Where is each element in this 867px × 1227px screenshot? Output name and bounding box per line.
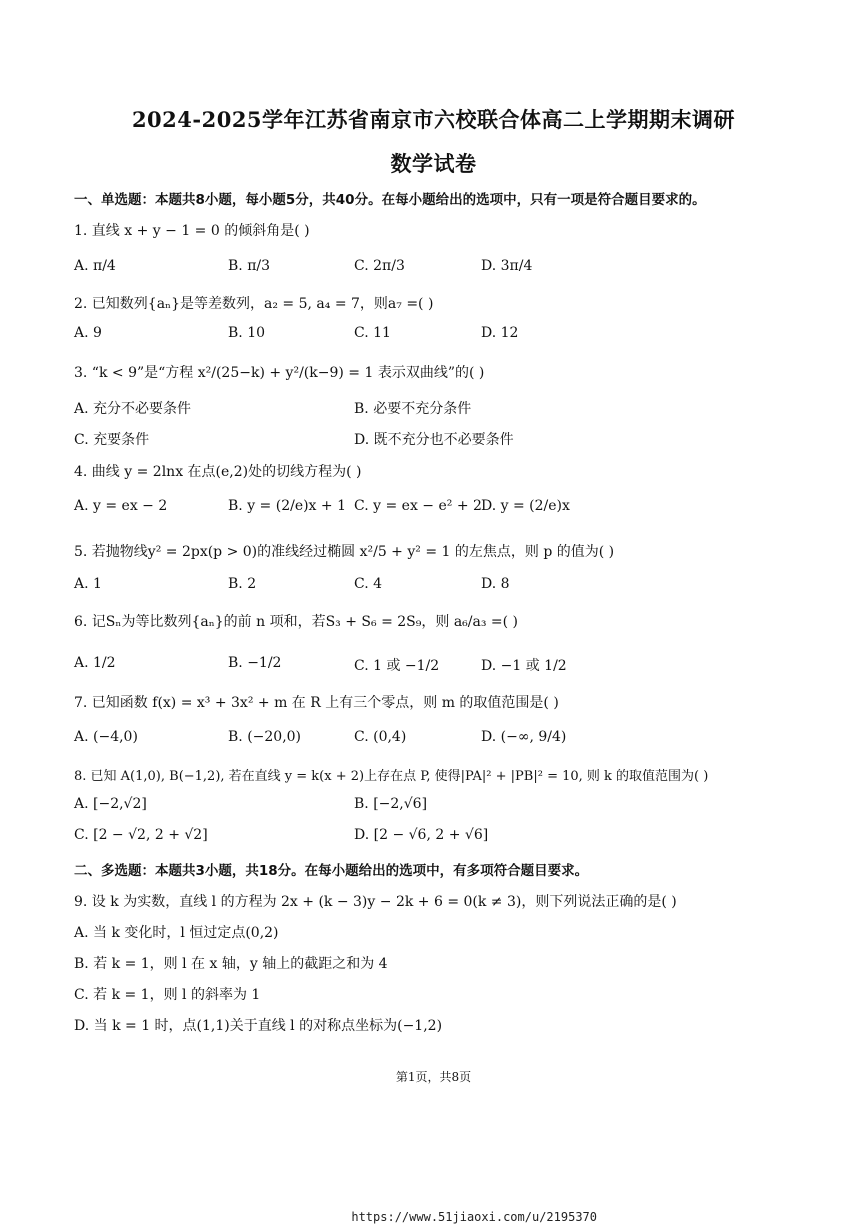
question-2-stem: 2. 已知数列{aₙ}是等差数列，a₂ = 5, a₄ = 7，则a₇ =( ): [74, 296, 434, 312]
question-9-option-a: A. 当 k 变化时，l 恒过定点(0,2): [74, 925, 279, 941]
question-1-option-d: D. 3π/4: [481, 258, 533, 274]
question-5-stem: 5. 若抛物线y² = 2px(p > 0)的准线经过椭圆 x²/5 + y² = 1 的左焦点，则 p 的值为( ): [74, 544, 615, 560]
question-6-option-c: C. 1 或 −1/2: [354, 658, 440, 674]
section-heading-multiple-choice: 二、多选题：本题共3小题，共18分。在每小题给出的选项中，有多项符合题目要求。: [74, 863, 589, 879]
question-5-option-b: B. 2: [228, 576, 257, 592]
question-2-option-a: A. 9: [74, 325, 102, 341]
question-2-option-b: B. 10: [228, 325, 266, 341]
question-9-option-b: B. 若 k = 1，则 l 在 x 轴，y 轴上的截距之和为 4: [74, 956, 388, 972]
question-1-stem: 1. 直线 x + y − 1 = 0 的倾斜角是( ): [74, 223, 310, 239]
question-7-option-d: D. (−∞, 9/4): [481, 729, 567, 745]
question-3-stem: 3. “k < 9”是“方程 x²/(25−k) + y²/(k−9) = 1 表示双曲线”的( ): [74, 365, 485, 381]
question-3-option-b: B. 必要不充分条件: [354, 401, 472, 417]
question-5-option-a: A. 1: [74, 576, 102, 592]
section-heading-single-choice: 一、单选题：本题共8小题，每小题5分，共40分。在每小题给出的选项中，只有一项是符合题目要求的。: [74, 192, 706, 208]
question-3-option-c: C. 充要条件: [74, 432, 150, 448]
question-3-option-a: A. 充分不必要条件: [74, 401, 192, 417]
question-7-option-b: B. (−20,0): [228, 729, 302, 745]
page-title: 2024-2025学年江苏省南京市六校联合体高二上学期期末调研: [131, 107, 736, 132]
question-9-option-d: D. 当 k = 1 时，点(1,1)关于直线 l 的对称点坐标为(−1,2): [74, 1018, 443, 1034]
question-4-option-c: C. y = ex − e² + 2: [354, 498, 482, 514]
question-1-option-b: B. π/3: [228, 258, 271, 274]
question-7-option-a: A. (−4,0): [74, 729, 138, 745]
page-number: 第1页，共8页: [395, 1070, 472, 1084]
question-8-option-d: D. [2 − √6, 2 + √6]: [354, 827, 489, 843]
question-3-option-d: D. 既不充分也不必要条件: [354, 432, 514, 448]
question-7-stem: 7. 已知函数 f(x) = x³ + 3x² + m 在 R 上有三个零点，则 m 的取值范围是( ): [74, 695, 559, 711]
question-9-stem: 9. 设 k 为实数，直线 l 的方程为 2x + (k − 3)y − 2k + 6 = 0(k ≠ 3)，则下列说法正确的是( ): [74, 894, 677, 910]
question-5-option-d: D. 8: [481, 576, 510, 592]
question-8-option-a: A. [−2,√2]: [74, 796, 147, 812]
question-2-option-d: D. 12: [481, 325, 519, 341]
question-6-stem: 6. 记Sₙ为等比数列{aₙ}的前 n 项和，若S₃ + S₆ = 2S₉，则 a₆/a₃ =( ): [74, 614, 519, 630]
question-1-option-c: C. 2π/3: [354, 258, 405, 274]
question-5-option-c: C. 4: [354, 576, 383, 592]
question-4-option-b: B. y = (2/e)x + 1: [228, 498, 346, 514]
question-8-option-c: C. [2 − √2, 2 + √2]: [74, 827, 208, 843]
question-1-option-a: A. π/4: [74, 258, 116, 274]
question-4-option-a: A. y = ex − 2: [74, 498, 168, 514]
watermark-url: https://www.51jiaoxi.com/u/2195370: [351, 1210, 597, 1224]
question-6-option-b: B. −1/2: [228, 655, 282, 671]
page-subtitle: 数学试卷: [390, 151, 477, 176]
question-7-option-c: C. (0,4): [354, 729, 407, 745]
question-6-option-d: D. −1 或 1/2: [481, 658, 567, 674]
question-9-option-c: C. 若 k = 1，则 l 的斜率为 1: [74, 987, 261, 1003]
question-6-option-a: A. 1/2: [74, 655, 116, 671]
question-4-stem: 4. 曲线 y = 2lnx 在点(e,2)处的切线方程为( ): [74, 464, 362, 480]
question-8-stem: 8. 已知 A(1,0), B(−1,2), 若在直线 y = k(x + 2)上存在点 P, 使得|PA|² + |PB|² = 10, 则 k 的取值范围为( ): [74, 769, 709, 784]
question-2-option-c: C. 11: [354, 325, 391, 341]
question-8-option-b: B. [−2,√6]: [354, 796, 428, 812]
question-4-option-d: D. y = (2/e)x: [481, 498, 570, 514]
